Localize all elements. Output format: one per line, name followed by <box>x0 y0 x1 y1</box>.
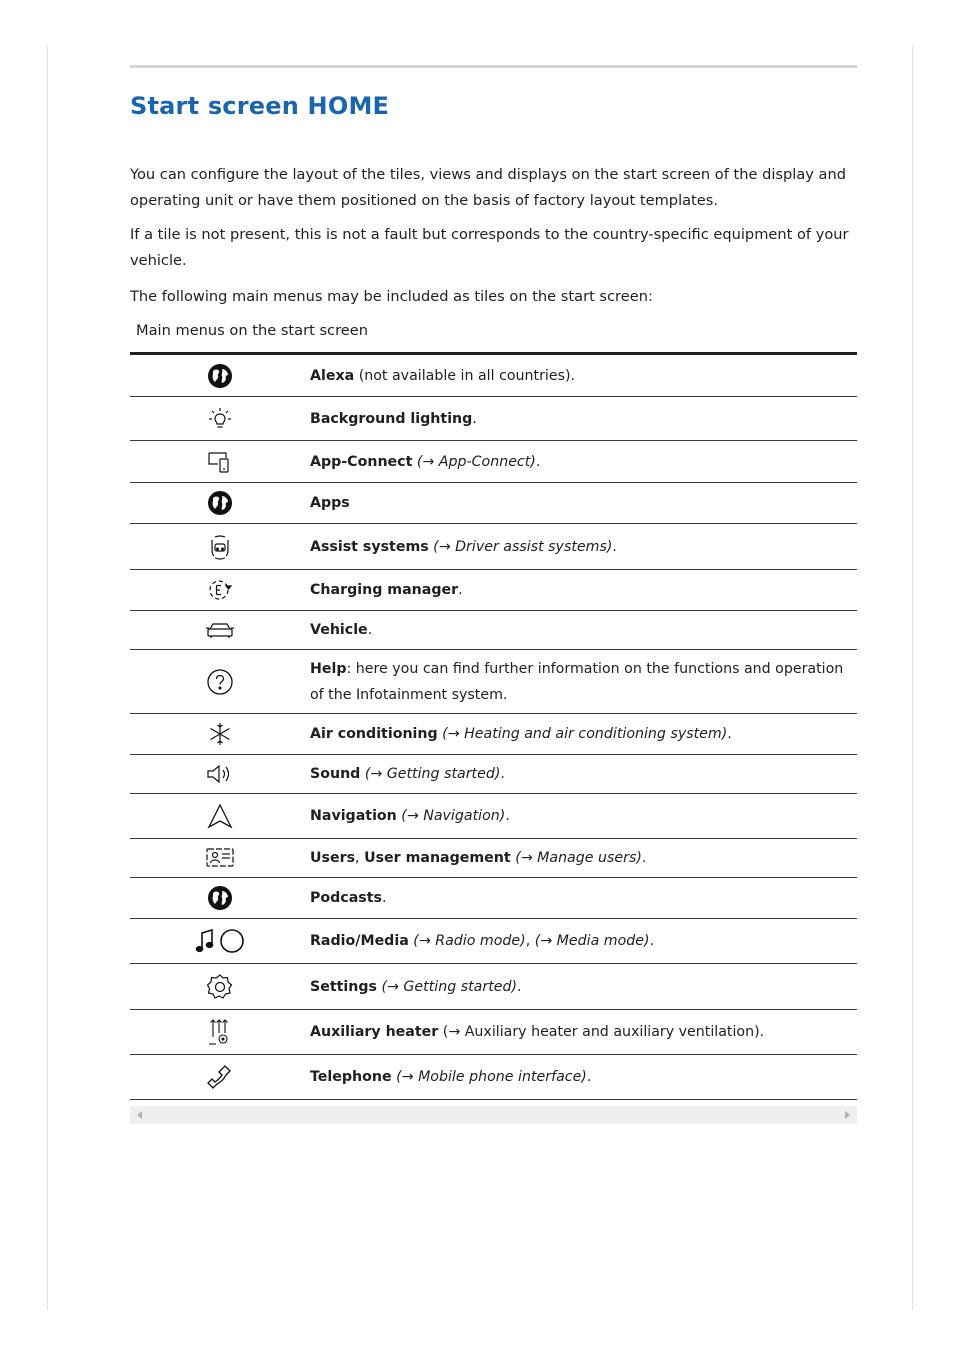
table-row: Air conditioning (→ Heating and air conditioning system). <box>130 714 857 755</box>
aux-heater-icon <box>206 1017 234 1047</box>
table-row: Sound (→ Getting started). <box>130 755 857 794</box>
speaker-icon <box>205 763 235 785</box>
menu-reference[interactable]: (→ App-Connect) <box>412 453 536 470</box>
menu-reference[interactable]: (→ Getting started) <box>376 978 518 995</box>
menu-name: Alexa <box>310 367 355 384</box>
menu-desc: . <box>472 410 477 427</box>
table-row <box>130 878 857 919</box>
menu-desc: (→ Auxiliary heater and auxiliary ventilation). <box>438 1024 765 1040</box>
table-row <box>130 483 857 524</box>
icon-cell <box>130 714 310 755</box>
icon-cell <box>130 794 310 839</box>
note-paragraph: If a tile is not present, this is not a fault but corresponds to the country-specific equipment of your vehicle. <box>130 226 849 269</box>
table-row: Navigation (→ Navigation). <box>130 794 857 839</box>
table-row: Telephone (→ Mobile phone interface). <box>130 1055 857 1100</box>
table-row <box>130 650 857 714</box>
menu-name: Navigation <box>310 808 397 824</box>
page-title: Start screen HOME <box>130 92 390 120</box>
menu-name: Vehicle <box>310 622 368 638</box>
menu-name: Auxiliary heater <box>310 1024 439 1040</box>
icon-cell <box>130 397 310 441</box>
assist-car-icon <box>205 534 235 560</box>
icon-cell <box>130 755 310 794</box>
icon-cell <box>130 1055 310 1100</box>
table-row <box>130 570 857 611</box>
table-row <box>130 354 857 397</box>
radio-media-icon <box>193 927 247 955</box>
icon-cell <box>130 354 310 397</box>
menu-name-secondary: User management <box>364 850 511 866</box>
menu-desc: : here you can find further information on the functions and operation of the Infotainment system. <box>310 660 844 703</box>
menu-desc: . <box>458 582 463 598</box>
table-row: App-Connect (→ App-Connect). <box>130 441 857 483</box>
menu-reference-secondary[interactable]: (→ Media mode) <box>534 933 650 949</box>
menu-reference[interactable]: (→ Manage users) <box>510 850 642 866</box>
menu-reference[interactable]: (→ Driver assist systems) <box>428 538 613 555</box>
top-rule <box>130 65 857 68</box>
page-frame-left <box>47 45 48 1310</box>
menu-desc: . <box>367 622 373 638</box>
menu-name: Air conditioning <box>310 726 438 742</box>
charging-icon <box>205 577 235 603</box>
icon-cell <box>130 878 310 919</box>
page-frame-right <box>912 45 913 1310</box>
icon-cell <box>130 570 310 611</box>
menu-reference[interactable]: (→ Getting started) <box>360 766 501 782</box>
icon-cell <box>130 964 310 1010</box>
menu-name: Telephone <box>310 1069 392 1085</box>
icon-cell <box>130 524 310 570</box>
menu-reference[interactable]: (→ Mobile phone interface) <box>391 1069 587 1085</box>
menu-desc: (not available in all countries). <box>354 367 576 384</box>
table-row <box>130 397 857 441</box>
table-row: Assist systems (→ Driver assist systems). <box>130 524 857 570</box>
app-connect-icon <box>206 449 234 475</box>
table-row: Settings (→ Getting started). <box>130 964 857 1010</box>
help-icon <box>206 668 234 696</box>
icon-cell <box>130 483 310 524</box>
menu-name: Podcasts <box>310 890 382 906</box>
list-intro-paragraph: The following main menus may be included as tiles on the start screen: <box>130 288 653 305</box>
menu-reference[interactable]: (→ Navigation) <box>396 808 506 824</box>
icon-cell <box>130 919 310 964</box>
icon-cell <box>130 650 310 714</box>
gear-icon <box>206 973 234 1001</box>
phone-icon <box>206 1063 234 1091</box>
menu-name: Assist systems <box>310 538 429 555</box>
table-caption: Main menus on the start screen <box>136 322 368 339</box>
menu-name: Apps <box>310 495 350 511</box>
menu-name: App-Connect <box>310 453 413 470</box>
horizontal-scrollbar[interactable] <box>130 1106 857 1124</box>
menu-name: Users <box>310 850 356 866</box>
menu-name: Settings <box>310 978 377 995</box>
globe-icon <box>207 885 233 911</box>
menu-name: Sound <box>310 766 361 782</box>
icon-cell <box>130 1010 310 1055</box>
globe-icon <box>207 490 233 516</box>
table-row: Users, User management (→ Manage users). <box>130 839 857 878</box>
navigation-icon <box>206 802 234 830</box>
car-icon <box>205 619 235 641</box>
scroll-right-arrow-icon[interactable] <box>845 1111 850 1119</box>
icon-cell <box>130 839 310 878</box>
menu-name: Help <box>310 660 347 677</box>
main-menus-table <box>130 352 857 1100</box>
icon-cell <box>130 611 310 650</box>
menu-desc: . <box>381 890 387 906</box>
menu-name: Background lighting <box>310 410 473 427</box>
users-icon <box>205 846 235 870</box>
snowflake-icon <box>207 721 233 747</box>
menu-reference[interactable]: (→ Heating and air conditioning system) <box>437 726 728 742</box>
table-row <box>130 611 857 650</box>
table-row <box>130 1010 857 1055</box>
icon-cell <box>130 441 310 483</box>
intro-paragraph: You can configure the layout of the tiles, views and displays on the start screen of the display and operating unit or have them positioned on the basis of factory layout templates. <box>130 166 846 209</box>
globe-icon <box>207 363 233 389</box>
menu-name: Radio/Media <box>310 933 409 949</box>
menu-name: Charging manager <box>310 582 459 598</box>
table-row: Radio/Media (→ Radio mode), (→ Media mode). <box>130 919 857 964</box>
menu-reference[interactable]: (→ Radio mode) <box>408 933 526 949</box>
scroll-left-arrow-icon[interactable] <box>137 1111 142 1119</box>
light-bulb-icon <box>206 406 234 432</box>
